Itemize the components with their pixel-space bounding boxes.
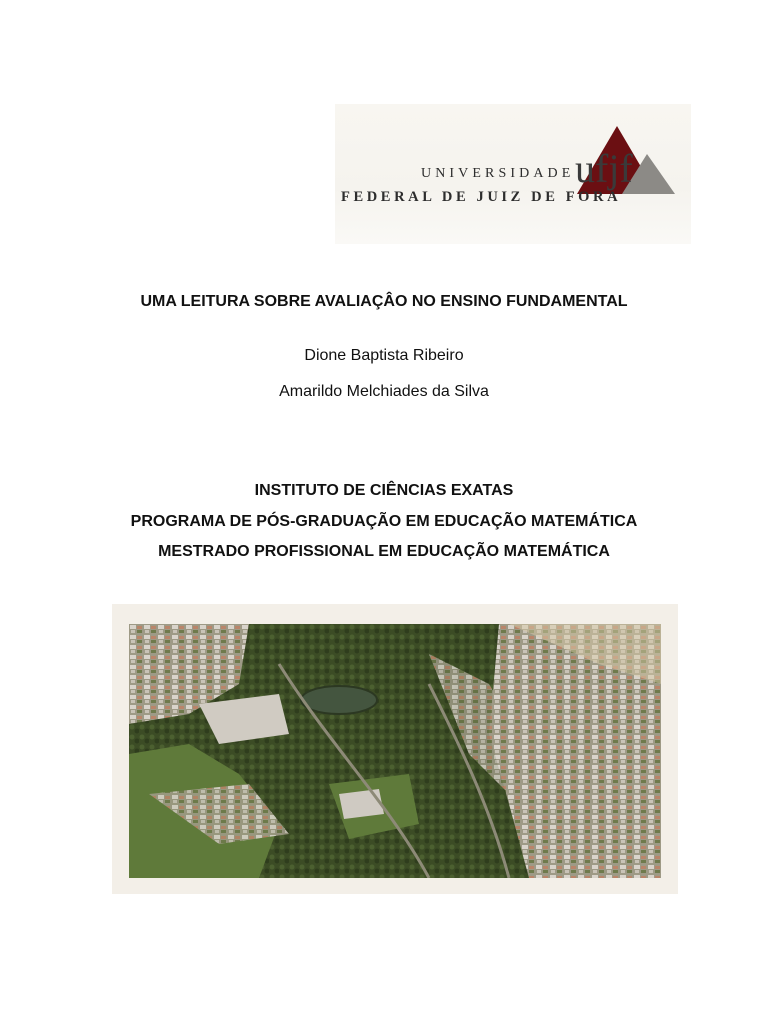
program-name: PROGRAMA DE PÓS-GRADUAÇÃO EM EDUCAÇÃO MATEMÁTICA [130,513,638,530]
institute-name: INSTITUTO DE CIÊNCIAS EXATAS [254,482,514,499]
author-name: Dione Baptista Ribeiro [304,347,464,364]
university-logo [335,104,691,244]
author-name: Amarildo Melchiades da Silva [279,383,489,400]
logo-university-name: FEDERAL DE JUIZ DE FORA [341,189,622,205]
aerial-campus-photo [129,624,661,878]
aerial-campus-illustration [129,624,661,878]
campus-photo-frame [112,604,678,894]
logo-university-label: UNIVERSIDADE [421,166,575,181]
ufjf-logo-letters: ufjf [575,146,633,191]
degree-name: MESTRADO PROFISSIONAL EM EDUCAÇÃO MATEMÁTICA [158,543,610,560]
document-title: UMA LEITURA SOBRE AVALIAÇÂO NO ENSINO FUNDAMENTAL [140,293,628,310]
